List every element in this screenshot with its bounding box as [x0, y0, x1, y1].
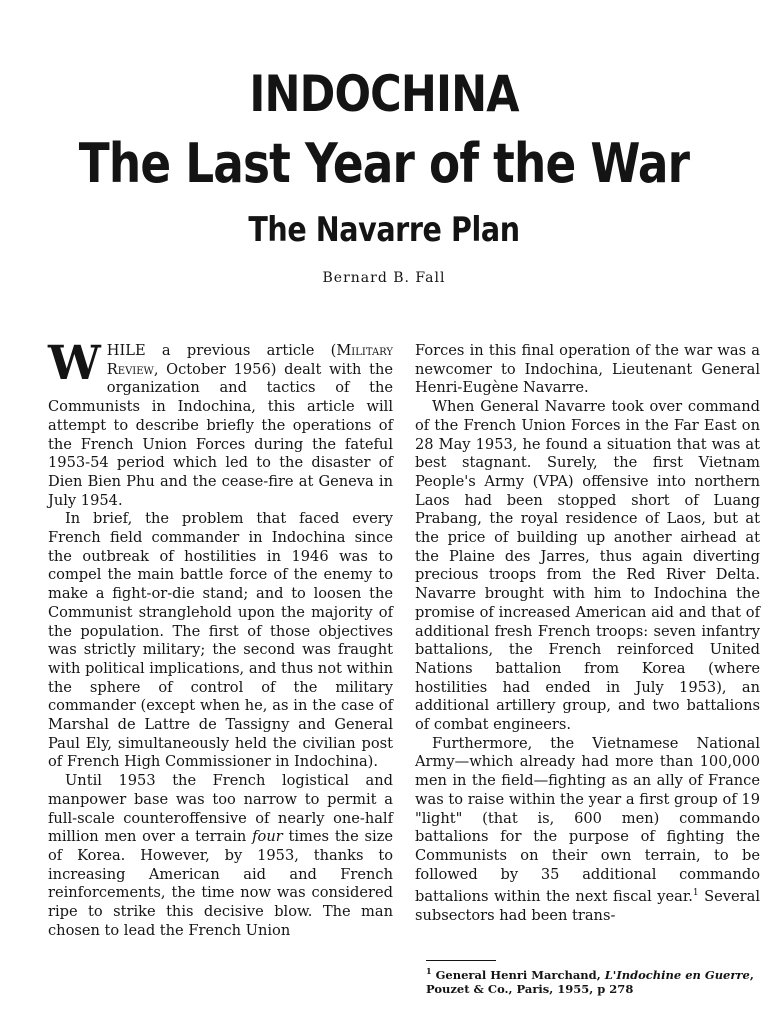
article-title: The Last Year of the War: [78, 132, 690, 195]
paragraph-6-tail: Several subsectors had been trans-: [415, 888, 760, 924]
paragraph-4: Forces in this final operation of the war was a newcomer to Indochina, Lieutenant General Henri-Eugène Navarre.: [415, 342, 760, 397]
paragraph-5: When General Navarre took over command of the French Union Forces in the Far East on 28 May 1953, he found a situation that was at best stagnant. Surely, the first Vietnam People's Army (VPA) offensive into northern Laos had been stopped short of Luang Prabang, the royal residence of Laos, but at the price of building up another airhead at the Plaine des Jarres, thus again diverting precious troops from the Red River Delta. Navarre brought with him to Indochina the promise of increased American aid and that of additional fresh French troops: seven infantry battalions, the French reinforced United Nations battalion from Korea (where hostilities had ended in July 1953), an additional artillery group, and two battalions of combat engineers.: [415, 398, 760, 734]
footnote-text-b: , Pouzet & Co., Paris, 1955, p 278: [426, 967, 754, 996]
author-byline: Bernard B. Fall: [322, 270, 446, 286]
paragraph-3-text-b: times the size of Korea. However, by 1953, thanks to increasing American aid and French reinforcements, the time now was considered ripe to strike this decisive blow. The man chosen to lead the French Union: [48, 828, 394, 939]
right-column: [415, 342, 760, 926]
footnote-reference: 1: [692, 888, 699, 899]
footnote: [426, 964, 764, 996]
footnote-rule: [426, 960, 496, 961]
emphasis-four: four: [252, 828, 283, 846]
footnote-text-a: General Henri Marchand,: [431, 967, 605, 982]
left-column: [48, 336, 394, 941]
footnote-mark: 1: [426, 966, 432, 976]
opening-word: HILE: [106, 342, 146, 359]
footnote-book-title: L'Indochine en Guerre: [604, 967, 750, 982]
paragraph-6-text: Furthermore, the Vietnamese National Army—which already had more than 100,000 men in the field—fighting as an ally of France was to raise within the year a first group of 19 "light" (that is, 600 men) commando battalions for the purpose of fighting the Communists on their own terrain, to be followed by 35 additional commando battalions within the next fiscal year.: [415, 734, 760, 906]
paragraph-3: [48, 772, 393, 940]
paragraph-1: [48, 336, 393, 510]
journal-name: Military Review: [106, 342, 393, 378]
drop-cap: W: [48, 336, 101, 391]
paragraph-1-text-a: a previous article (: [145, 342, 337, 359]
article-kicker: INDOCHINA: [249, 65, 519, 123]
article-subtitle: The Navarre Plan: [248, 210, 520, 250]
paragraph-3-text-a: Until 1953 the French logistical and manpower base was too narrow to permit a full-scale counteroffensive of nearly one-half million men over a terrain: [48, 772, 393, 846]
paragraph-1-text-b: , October 1956) dealt with the organization and tactics of the Communists in Indochina, this article will attempt to describe briefly the operations of the French Union Forces during the fateful 1953-54 period which led to the disaster of Dien Bien Phu and the cease-fire at Geneva in July 1954.: [48, 360, 393, 509]
paragraph-6: [415, 735, 760, 926]
paragraph-2: In brief, the problem that faced every French field commander in Indochina since the outbreak of hostilities in 1946 was to compel the main battle force of the enemy to make a fight-or-die stand; and to loosen the Communist stranglehold upon the majority of the population. The first of those objectives was strictly military; the second was fraught with political implications, and thus not within the sphere of control of the military commander (except when he, as in the case of Marshal de Lattre de Tassigny and General Paul Ely, simultaneously held the civilian post of French High Commissioner in Indochina).: [48, 510, 393, 771]
